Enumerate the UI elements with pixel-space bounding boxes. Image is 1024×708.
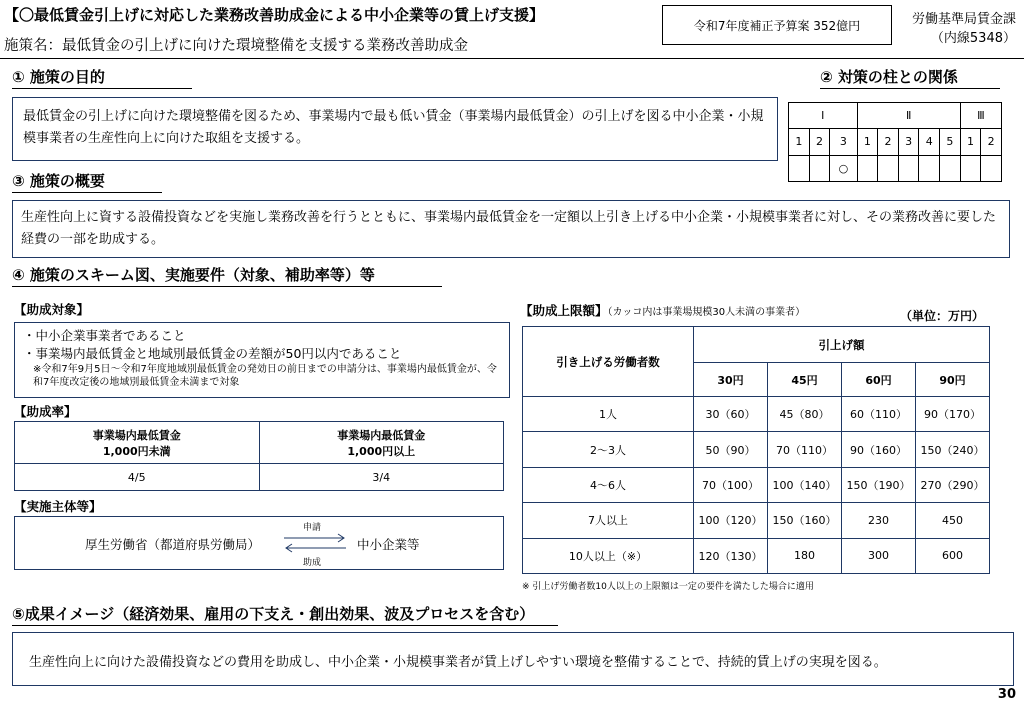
- target-box: [14, 322, 510, 398]
- actor-label: 【実施主体等】: [14, 499, 102, 514]
- limit-label: 【助成上限額】: [520, 303, 608, 318]
- pillar-number: 3: [830, 129, 857, 155]
- rate-value: 4/5: [15, 464, 260, 491]
- pillar-group: Ⅰ: [789, 103, 858, 129]
- pillar-number: 2: [809, 129, 830, 155]
- pillar-number: 4: [919, 129, 940, 155]
- section1-body: 最低賃金の引上げに向けた環境整備を図るため、事業場内で最も低い賃金（事業場内最低賃金）の引上げを図る中小企業・小規模事業者の生産性向上に向けた取組を支援する。: [12, 97, 778, 161]
- limit-cell: 90（170）: [916, 397, 990, 432]
- amount-col: 45円: [768, 363, 842, 397]
- pillar-mark: [898, 155, 919, 181]
- rate-value: 3/4: [259, 464, 504, 491]
- actor-box: [14, 516, 504, 570]
- limit-cell: 100（140）: [768, 467, 842, 502]
- pillar-mark: [878, 155, 899, 181]
- limit-cell: 180: [768, 538, 842, 573]
- limit-cell: 120（130）: [694, 538, 768, 573]
- limit-head-amount: 引上げ額: [694, 327, 990, 363]
- limit-cell: 150（160）: [768, 503, 842, 538]
- pillar-number: 2: [878, 129, 899, 155]
- actor-left: 厚生労働省（都道府県労働局）: [85, 537, 261, 552]
- limit-cell: 150（190）: [842, 467, 916, 502]
- limit-cell: 70（110）: [768, 432, 842, 467]
- limit-cell: 150（240）: [916, 432, 990, 467]
- section3-body: 生産性向上に資する設備投資などを実施し業務改善を行うとともに、事業場内最低賃金を一定額以上引き上げる中小企業・小規模事業者に対し、その業務改善に要した経費の一部を助成する。: [12, 200, 1010, 258]
- table-footnote: ※ 引上げ労働者数10人以上の上限額は一定の要件を満たした場合に適用: [522, 582, 814, 592]
- limit-cell: 230: [842, 503, 916, 538]
- unit-label: （単位：万円）: [900, 309, 985, 323]
- row-label: 10人以上（※）: [523, 538, 694, 573]
- target-item: ・中小企業事業者であること: [23, 328, 186, 343]
- row-label: 1人: [523, 397, 694, 432]
- section5-body: 生産性向上に向けた設備投資などの費用を助成し、中小企業・小規模事業者が賃上げしやすい環境を整備することで、持続的賃上げの実現を図る。: [12, 632, 1014, 686]
- section4-heading: ④ 施策のスキーム図、実施要件（対象、補助率等）等: [12, 264, 442, 287]
- rate-header-line1: 事業場内最低賃金: [92, 428, 181, 442]
- dept-extension: （内線5348）: [930, 31, 1016, 46]
- pillar-number: 1: [857, 129, 878, 155]
- amount-col: 90円: [916, 363, 990, 397]
- limit-cell: 270（290）: [916, 467, 990, 502]
- limit-cell: 600: [916, 538, 990, 573]
- policy-name: 施策名：最低賃金の引上げに向けた環境整備を支援する業務改善助成金: [4, 38, 468, 54]
- limit-cell: 60（110）: [842, 397, 916, 432]
- row-label: 2～3人: [523, 432, 694, 467]
- pillar-mark: [960, 155, 981, 181]
- pillar-number: 1: [789, 129, 810, 155]
- rate-header: [15, 422, 260, 464]
- rate-table: [14, 421, 504, 491]
- arrow-label-apply: 申請: [303, 523, 322, 533]
- section1-heading: ① 施策の目的: [12, 66, 192, 89]
- pillar-group: Ⅱ: [857, 103, 960, 129]
- limit-head-workers: 引き上げる労働者数: [523, 327, 694, 397]
- pillar-number: 5: [940, 129, 961, 155]
- department: [912, 10, 1016, 48]
- exchange-arrows-icon: [280, 531, 350, 555]
- budget-text: 令和7年度補正予算案 352億円: [693, 18, 861, 33]
- pillar-mark: ○: [830, 155, 857, 181]
- limit-cell: 45（80）: [768, 397, 842, 432]
- budget-box: [662, 5, 892, 45]
- amount-col: 30円: [694, 363, 768, 397]
- page-title: 【〇最低賃金引上げに対応した業務改善助成金による中小企業等の賃上げ支援】: [4, 6, 545, 24]
- target-item: ・事業場内最低賃金と地域別最低賃金の差額が50円以内であること: [23, 346, 402, 361]
- page-number: 30: [997, 687, 1016, 702]
- limit-cell: 30（60）: [694, 397, 768, 432]
- limit-note: （カッコ内は事業場規模30人未満の事業者）: [607, 307, 806, 318]
- rate-header-line2: 1,000円以上: [347, 444, 416, 458]
- table-row: [523, 503, 990, 538]
- limit-cell: 50（90）: [694, 432, 768, 467]
- limit-table: [522, 326, 990, 574]
- table-row: [523, 397, 990, 432]
- pillar-mark: [809, 155, 830, 181]
- section2-heading: ② 対策の柱との関係: [820, 66, 1000, 89]
- row-label: 7人以上: [523, 503, 694, 538]
- rate-label: 【助成率】: [14, 404, 77, 419]
- limit-cell: 70（100）: [694, 467, 768, 502]
- pillar-number: 1: [960, 129, 981, 155]
- dept-name: 労働基準局賃金課: [911, 12, 1016, 27]
- pillar-mark: [919, 155, 940, 181]
- rate-header-line1: 事業場内最低賃金: [337, 428, 426, 442]
- table-row: [523, 432, 990, 467]
- table-row: [523, 538, 990, 573]
- limit-header: [520, 300, 805, 319]
- pillar-mark: [789, 155, 810, 181]
- limit-cell: 90（160）: [842, 432, 916, 467]
- arrow-label-grant: 助成: [303, 558, 322, 568]
- table-row: [523, 467, 990, 502]
- target-label: 【助成対象】: [14, 302, 90, 317]
- section3-heading: ③ 施策の概要: [12, 170, 162, 193]
- limit-cell: 450: [916, 503, 990, 538]
- row-label: 4～6人: [523, 467, 694, 502]
- target-note: ※令和7年9月5日～令和7年度地域別最低賃金の発効日の前日までの申請分は、事業場内最低賃金が、令和7年度改定後の地域別最低賃金未満まで対象: [33, 364, 497, 388]
- pillar-number: 3: [898, 129, 919, 155]
- section5-heading: ⑤成果イメージ（経済効果、雇用の下支え・創出効果、波及プロセスを含む）: [12, 603, 558, 626]
- limit-cell: 300: [842, 538, 916, 573]
- pillar-table: [788, 102, 1002, 182]
- pillar-group: Ⅲ: [960, 103, 1001, 129]
- pillar-mark: [981, 155, 1002, 181]
- pillar-mark: [857, 155, 878, 181]
- pillar-mark: [940, 155, 961, 181]
- pillar-number: 2: [981, 129, 1002, 155]
- actor-right: 中小企業等: [357, 537, 420, 552]
- rate-header: [259, 422, 504, 464]
- limit-cell: 100（120）: [694, 503, 768, 538]
- rate-header-line2: 1,000円未満: [102, 444, 171, 458]
- header-divider: [0, 58, 1024, 59]
- amount-col: 60円: [842, 363, 916, 397]
